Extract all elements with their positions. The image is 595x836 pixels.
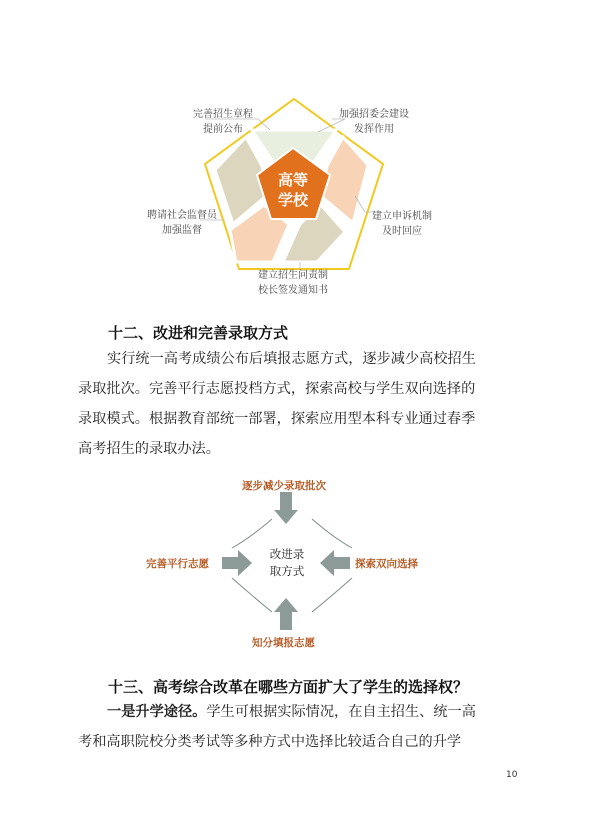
diagram-label-appeal [365,209,439,239]
label-text: 提前公布 [203,124,243,135]
center-text-line2: 取方式 [269,564,305,578]
label-text: 建立招生问责制 [258,270,328,281]
paragraph-line-1 [78,697,518,727]
label-text: 建立申诉机制 [372,211,432,222]
paragraph-text: 学生可根据实际情况，在自主招生、统一高 [206,704,476,720]
arrow-bottom [274,598,298,630]
label-two-way-selection: 探索双向选择 [355,558,418,570]
diagram-label-supervisor [140,208,224,238]
center-text-line1: 改进录 [269,547,305,561]
section-13-heading: 十三、高考综合改革在哪些方面扩大了学生的选择权？ [108,678,469,696]
center-title-line2: 学校 [277,191,309,209]
label-text: 加强招委会建设 [339,109,409,120]
label-parallel-volunteer: 完善平行志愿 [146,558,209,570]
admission-method-diagram [0,470,595,660]
diagram-label-accountability [248,268,338,298]
label-score-based-filling: 知分填报志愿 [252,637,315,649]
label-text: 加强监督 [162,225,202,236]
label-text: 校长签发通知书 [258,285,328,296]
label-text: 及时回应 [382,226,422,237]
diagram-label-committee [333,107,415,137]
section-12-heading: 十二、改进和完善录取方式 [108,324,289,342]
pentagon-diagram [0,0,595,300]
section-13-paragraph [78,697,518,757]
label-text: 发挥作用 [354,124,394,135]
section-12-paragraph [78,344,518,464]
paragraph-line: 录取模式。根据教育部统一部署，探索应用型本科专业通过春季 [78,411,476,427]
label-reduce-batches: 逐步减少录取批次 [242,480,326,492]
arrow-left [222,550,252,576]
page-number: 10 [506,770,518,780]
paragraph-line: 实行统一高考成绩公布后填报志愿方式，逐步减少高校招生 [107,351,476,367]
paragraph-line: 录取批次。完善平行志愿投档方式，探索高校与学生双向选择的 [78,381,476,397]
label-text: 完善招生章程 [193,109,253,120]
center-title-line1: 高等 [277,171,309,189]
arrow-right [320,550,350,576]
paragraph-line: 高考招生的录取办法。 [78,441,220,457]
paragraph-line-2: 考和高职院校分类考试等多种方式中选择比较适合自己的升学 [78,734,462,750]
arrow-top [274,492,298,524]
diagram-label-charter [181,107,265,137]
bold-lead: 一是升学途径。 [107,704,207,720]
label-text: 聘请社会监督员 [147,210,217,221]
